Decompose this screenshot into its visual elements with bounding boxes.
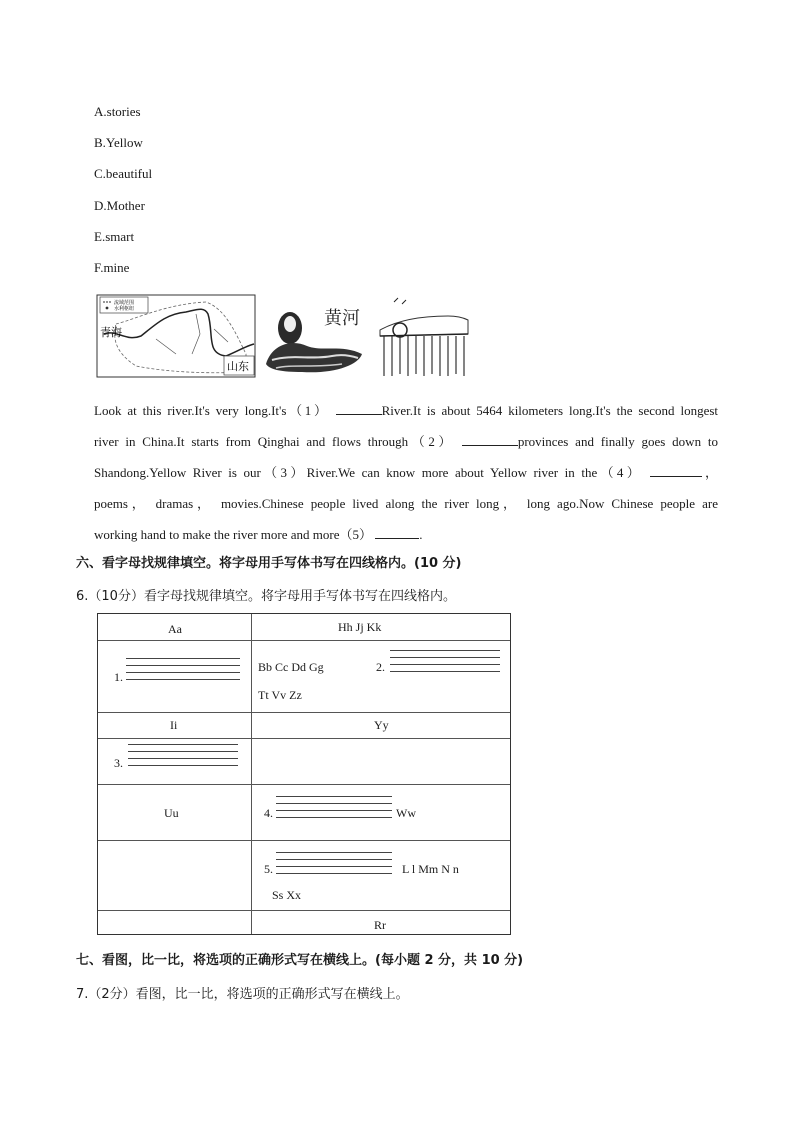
blank-1[interactable]: [336, 402, 382, 415]
four-line-1[interactable]: [126, 658, 240, 686]
letters-bb-gg: Bb Cc Dd Gg: [258, 660, 324, 674]
option-c: C.beautiful: [94, 166, 153, 181]
blank-4[interactable]: [650, 464, 702, 477]
passage-line-5: working hand to make the river more and more（5） .: [94, 527, 423, 542]
letters-hh-jj-kk: Hh Jj Kk: [338, 620, 382, 634]
letters-tt-zz: Tt Vv Zz: [258, 688, 302, 702]
four-line-2[interactable]: [390, 650, 500, 678]
letter-ii: Ii: [170, 718, 178, 732]
blank-number-2: 2.: [376, 660, 385, 674]
option-e: E.smart: [94, 229, 135, 244]
blank-number-3: 3.: [114, 756, 123, 770]
passage-line-4: poems， dramas， movies.Chinese people lived along the river long， long ago.Now Chinese people are: [94, 496, 718, 511]
letter-rr: Rr: [374, 918, 386, 932]
option-d: D.Mother: [94, 198, 145, 213]
letter-aa: Aa: [168, 622, 182, 636]
section-6-heading: 六、看字母找规律填空。将字母用手写体书写在四线格内。(10 分): [76, 556, 462, 571]
yellow-river-calligraphy: 黄河: [324, 308, 360, 329]
letter-ww: Ww: [396, 806, 416, 820]
four-line-4[interactable]: [276, 796, 392, 824]
reading-passage: [94, 395, 718, 550]
blank-number-4: 4.: [264, 806, 273, 820]
yellow-river-figure-image: [262, 294, 370, 378]
passage-line-2: river in China.It starts from Qinghai and flows through（2） provinces and finally goes down to: [94, 434, 719, 449]
question-7: 7.（2分）看图，比一比，将选项的正确形式写在横线上。: [76, 987, 409, 1002]
map-legend-2: 水利枢纽: [114, 306, 135, 312]
option-f: F.mine: [94, 260, 130, 275]
letter-yy: Yy: [374, 718, 389, 732]
yellow-river-map-image: [96, 294, 256, 378]
blank-2[interactable]: [462, 433, 518, 446]
blank-5[interactable]: [375, 526, 419, 539]
four-line-3[interactable]: [128, 744, 238, 772]
blank-number-1: 1.: [114, 670, 123, 684]
waterfall-image: [378, 294, 470, 378]
blank-number-5: 5.: [264, 862, 273, 876]
letter-uu: Uu: [164, 806, 179, 820]
option-b: B.Yellow: [94, 135, 143, 150]
passage-line-1: Look at this river.It's very long.It's（1） River.It is about 5464 kilometers long.It's the second longest: [94, 403, 719, 418]
map-legend-1: 流域范围: [114, 300, 135, 306]
question-6: 6.（10分）看字母找规律填空。将字母用手写体书写在四线格内。: [76, 589, 456, 604]
map-label-qinghai: 青海: [100, 326, 122, 339]
passage-line-3: Shandong.Yellow River is our（3）River.We can know more about Yellow river in the（4） ，: [94, 465, 719, 480]
letter-grid: [97, 613, 511, 935]
option-a: A.stories: [94, 104, 141, 119]
letters-ll-nn: L l Mm N n: [402, 862, 459, 876]
letters-ss-xx: Ss Xx: [272, 888, 302, 902]
section-7-heading: 七、看图，比一比，将选项的正确形式写在横线上。(每小题 2 分，共 10 分): [76, 953, 524, 968]
map-label-shandong: 山东: [227, 360, 249, 373]
grid-divider: [251, 614, 252, 934]
four-line-5[interactable]: [276, 852, 392, 880]
